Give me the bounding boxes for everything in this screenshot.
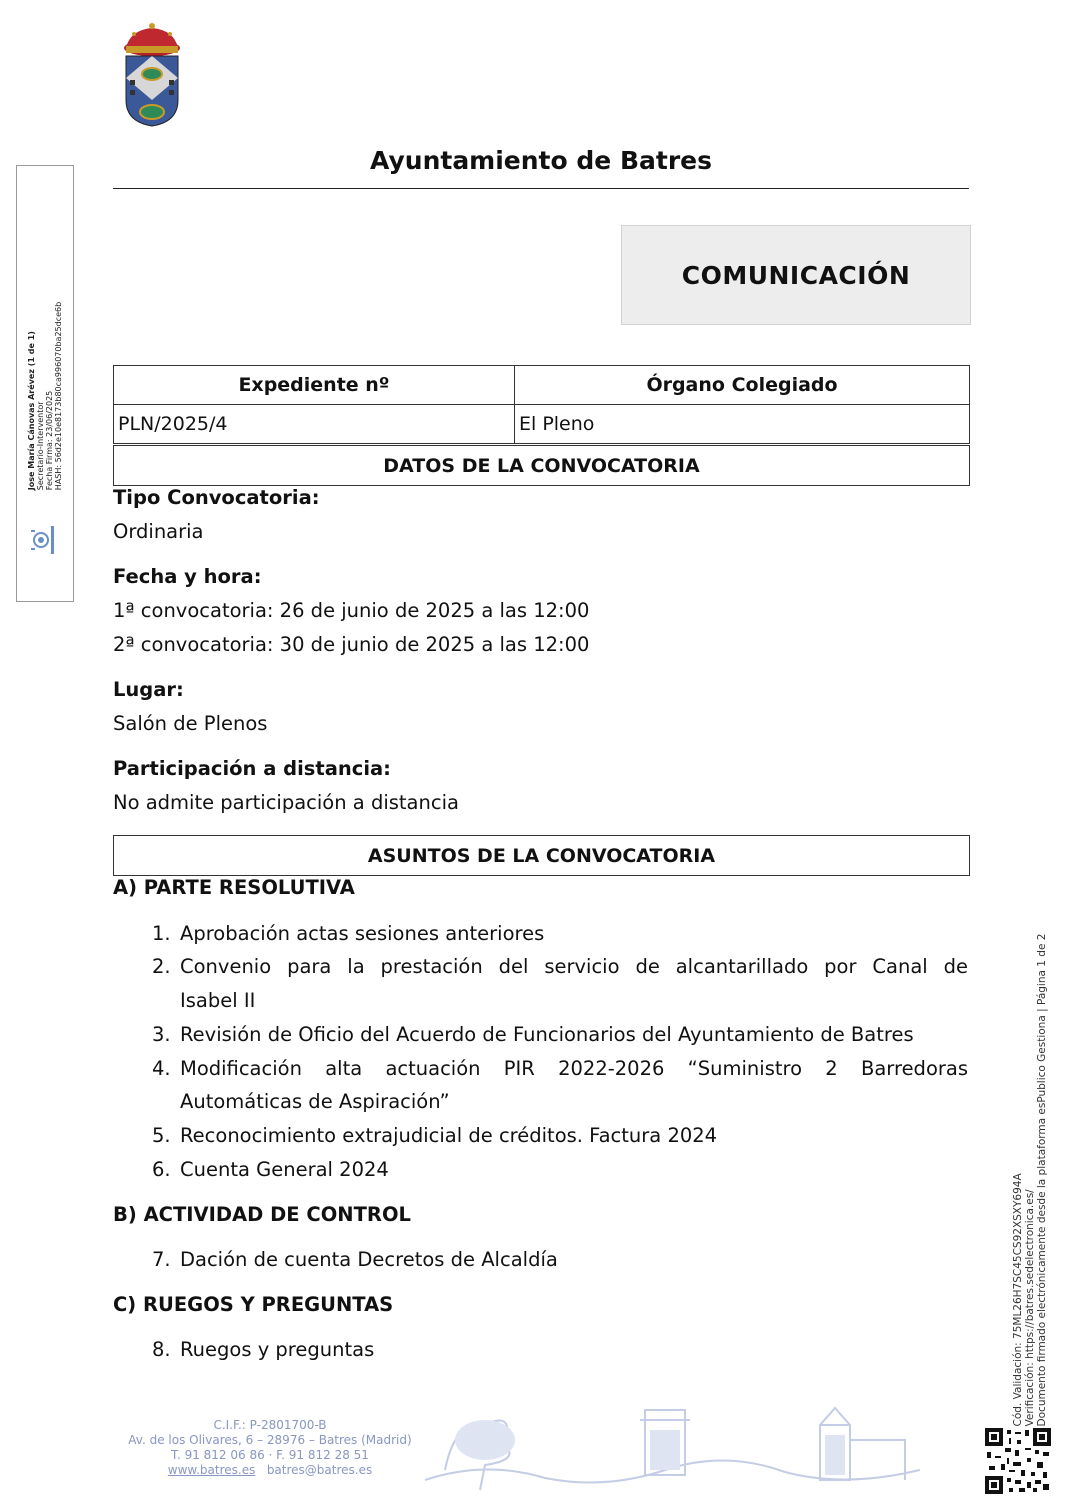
list-item: 1. Aprobación actas sesiones anteriores xyxy=(152,922,545,945)
footer-cif: C.I.F.: P-2801700-B xyxy=(213,1418,327,1432)
tipo-label: Tipo Convocatoria: xyxy=(113,486,320,509)
organo-value: El Pleno xyxy=(515,405,970,444)
participacion-label: Participación a distancia: xyxy=(113,757,391,780)
footer-phones: T. 91 812 06 86 · F. 91 812 28 51 xyxy=(171,1448,369,1462)
validation-text xyxy=(1012,934,1048,1427)
table-row xyxy=(114,405,970,444)
electronic-signature-note: Documento firmado electrónicamente desde la plataforma esPublico Gestiona | Página 1 de 2 xyxy=(1036,933,1048,1427)
signature-hash: HASH: 56d2e10e8173b80ca996070ba25dce6b xyxy=(54,301,63,491)
verification-url[interactable]: Verificación: https://batres.sedelectronica.es/ xyxy=(1024,1189,1036,1427)
participacion-value: No admite participación a distancia xyxy=(113,791,459,814)
table-header-row xyxy=(114,366,970,405)
parte-resolutiva-heading: A) PARTE RESOLUTIVA xyxy=(113,876,355,899)
list-item: 7. Dación de cuenta Decretos de Alcaldía xyxy=(152,1248,558,1271)
town-landscape-illustration xyxy=(425,1400,920,1495)
footer-contact xyxy=(120,1418,420,1478)
signature-date: Fecha Firma: 23/06/2025 xyxy=(45,390,54,491)
signature-box xyxy=(16,165,74,602)
expediente-table xyxy=(113,365,970,444)
document-type-badge: COMUNICACIÓN xyxy=(621,225,971,325)
lugar-label: Lugar: xyxy=(113,678,184,701)
actividad-control-heading: B) ACTIVIDAD DE CONTROL xyxy=(113,1203,411,1226)
datos-section-header: DATOS DE LA CONVOCATORIA xyxy=(113,445,970,486)
lugar-value: Salón de Plenos xyxy=(113,712,268,735)
coat-of-arms-logo xyxy=(120,22,184,128)
signature-text xyxy=(27,302,63,490)
list-item: 5. Reconocimiento extrajudicial de créditos. Factura 2024 xyxy=(152,1124,718,1147)
fecha-segunda: 2ª convocatoria: 30 de junio de 2025 a las 12:00 xyxy=(113,633,590,656)
signer-role: Secretario-Interventor xyxy=(36,401,45,491)
list-item-continuation: Isabel II xyxy=(180,989,256,1012)
ruegos-heading: C) RUEGOS Y PREGUNTAS xyxy=(113,1293,394,1316)
page-title: Ayuntamiento de Batres xyxy=(370,146,712,175)
list-item: Convenio para la prestación del servicio de alcantarillado por Canal de xyxy=(180,955,968,978)
list-item-number: 4. xyxy=(152,1057,171,1080)
expediente-header: Expediente nº xyxy=(114,366,515,405)
list-item: Modificación alta actuación PIR 2022-2026 “Suministro 2 Barredoras xyxy=(180,1057,968,1080)
tipo-value: Ordinaria xyxy=(113,520,204,543)
list-item: 6. Cuenta General 2024 xyxy=(152,1158,389,1181)
qr-code-icon[interactable] xyxy=(985,1428,1051,1494)
fecha-label: Fecha y hora: xyxy=(113,565,262,588)
expediente-value: PLN/2025/4 xyxy=(114,405,515,444)
footer-address: Av. de los Olivares, 6 – 28976 – Batres (Madrid) xyxy=(128,1433,412,1447)
list-item: 8. Ruegos y preguntas xyxy=(152,1338,375,1361)
list-item: 3. Revisión de Oficio del Acuerdo de Funcionarios del Ayuntamiento de Batres xyxy=(152,1023,914,1046)
title-divider xyxy=(113,188,969,189)
asuntos-section-header: ASUNTOS DE LA CONVOCATORIA xyxy=(113,835,970,876)
list-item-number: 2. xyxy=(152,955,171,978)
list-item-continuation: Automáticas de Aspiración” xyxy=(180,1090,450,1113)
organo-header: Órgano Colegiado xyxy=(515,366,970,405)
fecha-primera: 1ª convocatoria: 26 de junio de 2025 a las 12:00 xyxy=(113,599,590,622)
validation-code: Cód. Validación: 75ML26H7SC45CS92XSXY694A xyxy=(1012,1173,1024,1427)
footer-web-link[interactable]: www.batres.es xyxy=(167,1463,256,1477)
signer-name: Jose María Cánovas Arévez (1 de 1) xyxy=(27,331,36,491)
footer-email[interactable]: batres@batres.es xyxy=(266,1463,373,1477)
signature-seal-icon xyxy=(29,522,59,558)
